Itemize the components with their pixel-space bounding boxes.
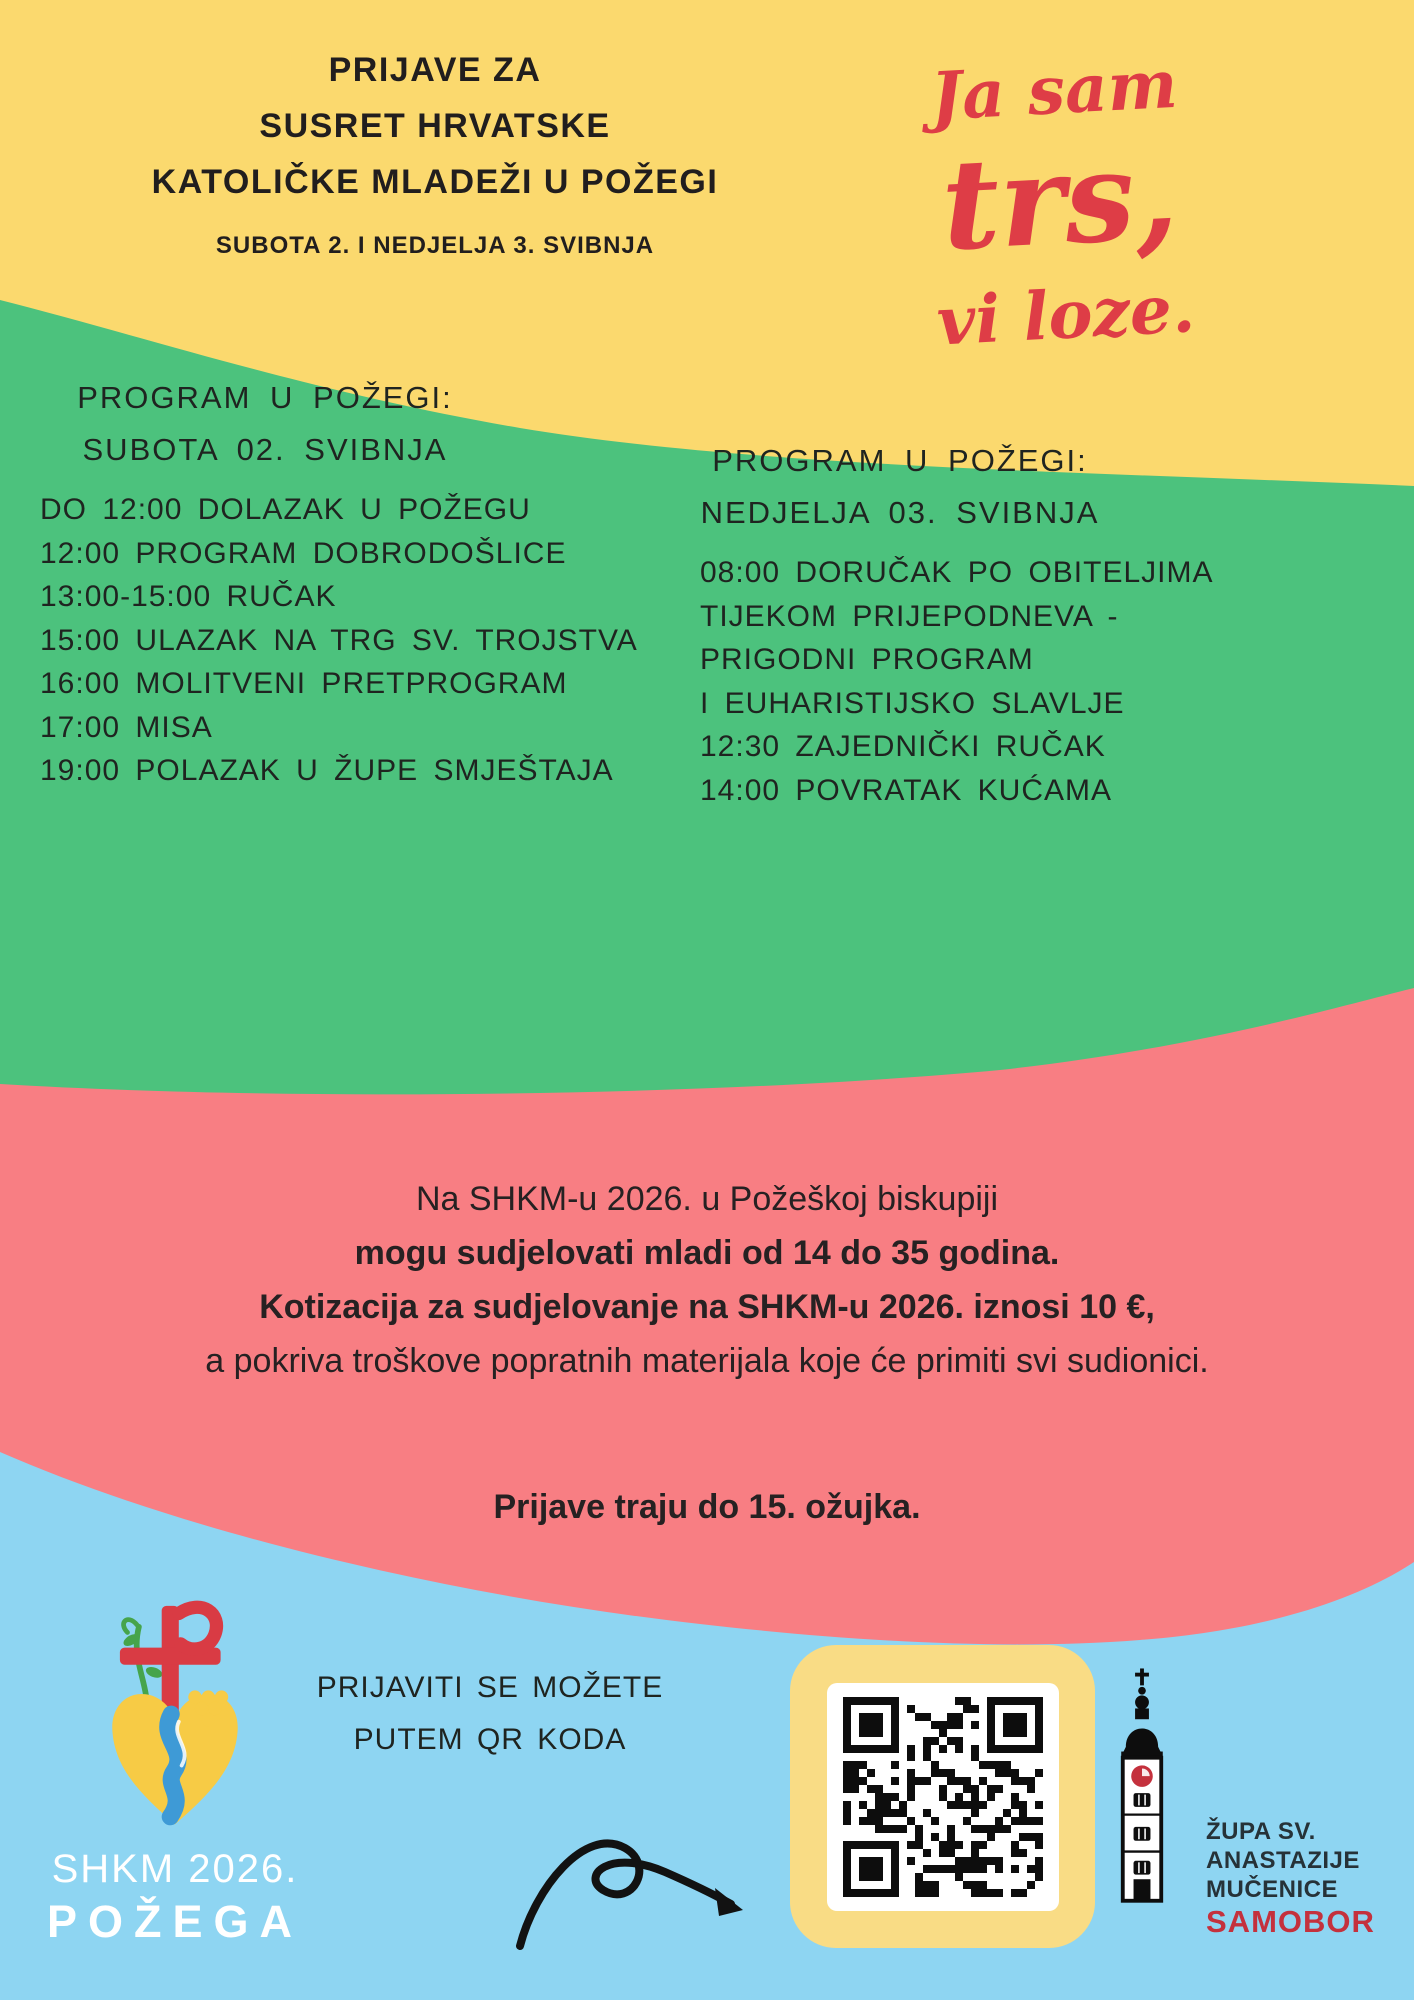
program-saturday-items [40, 488, 690, 793]
info-line2: mogu sudjelovati mladi od 14 do 35 godina. [354, 1234, 1060, 1272]
program-item: 16:00 MOLITVENI PRETPROGRAM [40, 667, 568, 700]
curly-arrow-icon [505, 1788, 765, 1956]
program-item: 19:00 POLAZAK U ŽUPE SMJEŠTAJA [40, 754, 614, 787]
parish-line3: MUČENICE [1206, 1876, 1339, 1903]
program-sunday-heading [700, 435, 1100, 539]
qr-code-pattern [843, 1697, 1043, 1897]
shkm-logo-title: SHKM 2026. [51, 1847, 299, 1891]
poster-subtitle: SUBOTA 2. I NEDJELJA 3. SVIBNJA [215, 232, 655, 259]
poster-title-line2: SUSRET HRVATSKE [259, 107, 611, 145]
parish-text [1206, 1817, 1375, 1940]
program-item: 15:00 ULAZAK NA TRG SV. TROJSTVA [40, 623, 638, 657]
program-sunday-heading-line1: PROGRAM U POŽEGI: [712, 443, 1088, 478]
motto-line2: trs, [938, 121, 1182, 280]
info-line4: a pokriva troškove popratnih materijala koje će primiti svi sudionici. [205, 1342, 1209, 1380]
poster-title-line3: KATOLIČKE MLADEŽI U POŽEGI [151, 163, 719, 201]
program-item: PRIGODNI PROGRAM [700, 643, 1034, 676]
program-item: 08:00 DORUČAK PO OBITELJIMA [700, 556, 1214, 589]
qr-panel [790, 1645, 1095, 1948]
info-line1: Na SHKM-u 2026. u Požeškoj biskupiji [415, 1180, 999, 1218]
program-item: 17:00 MISA [40, 710, 213, 744]
motto-line1: Ja sam [928, 44, 1180, 136]
program-item: 12:00 PROGRAM DOBRODOŠLICE [40, 536, 567, 570]
parish-line1: ŽUPA SV. [1206, 1818, 1316, 1845]
motto-script [842, 37, 1278, 371]
church-tower-icon [1092, 1640, 1192, 1940]
parish-logo [1092, 1640, 1375, 1940]
poster-title-line1: PRIJAVE ZA [328, 51, 542, 89]
qr-cta [300, 1662, 680, 1766]
motto-line3: vi loze. [934, 269, 1197, 361]
program-sunday-items [700, 551, 1300, 812]
program-item: 12:30 ZAJEDNIČKI RUČAK [700, 730, 1106, 763]
program-item: TIJEKOM PRIJEPODNEVA - [700, 599, 1119, 633]
program-saturday-heading [40, 372, 490, 476]
program-sunday-heading-line2: NEDJELJA 03. SVIBNJA [700, 495, 1100, 530]
program-saturday [40, 372, 690, 793]
header [135, 42, 735, 260]
shkm-logo-city: POŽEGA [46, 1896, 304, 1947]
parish-city: SAMOBOR [1206, 1904, 1375, 1939]
qr-cta-line2: PUTEM QR KODA [353, 1723, 627, 1756]
parish-line2: ANASTAZIJE [1206, 1847, 1360, 1874]
qr-code [827, 1683, 1059, 1911]
info-line3: Kotizacija za sudjelovanje na SHKM-u 2026. iznosi 10 €, [259, 1288, 1155, 1326]
program-sunday [700, 435, 1300, 812]
shkm-logo [25, 1598, 325, 1948]
program-item: DO 12:00 DOLAZAK U POŽEGU [40, 493, 531, 526]
qr-cta-line1: PRIJAVITI SE MOŽETE [316, 1671, 664, 1704]
program-saturday-heading-line2: SUBOTA 02. SVIBNJA [82, 432, 448, 467]
program-saturday-heading-line1: PROGRAM U POŽEGI: [77, 380, 453, 415]
info-block [0, 1172, 1414, 1388]
program-item: I EUHARISTIJSKO SLAVLJE [700, 686, 1125, 720]
deadline-text: Prijave traju do 15. ožujka. [493, 1488, 921, 1526]
program-item: 14:00 POVRATAK KUĆAMA [700, 773, 1113, 807]
program-item: 13:00-15:00 RUČAK [40, 580, 337, 613]
shkm-heart-cross-icon [80, 1598, 270, 1836]
